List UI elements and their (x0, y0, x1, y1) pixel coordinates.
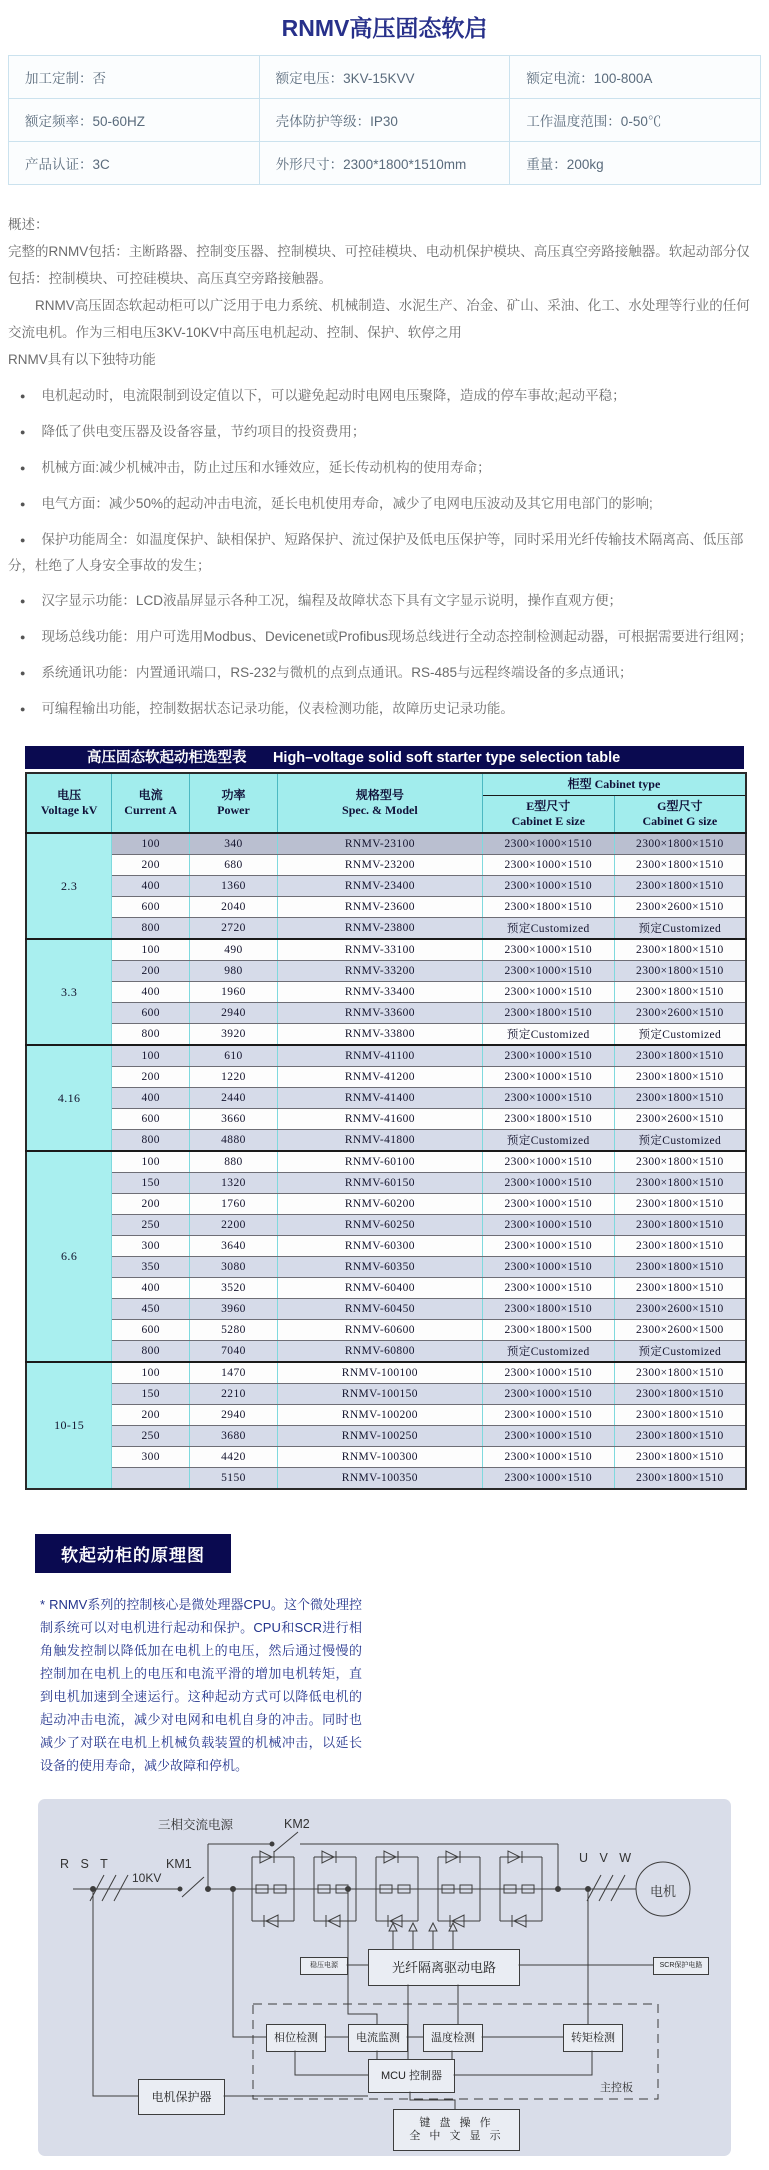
feature-item: ● 电气方面：减少50%的起动冲击电流，延长电机使用寿命，减少了电网电压波动及其它用电部门的影响; (8, 491, 761, 517)
col-header-voltage: 电压 Voltage kV (26, 773, 112, 833)
g-size-cell: 2300×2600×1510 (614, 1109, 746, 1130)
e-size-cell: 预定Customized (482, 1341, 614, 1363)
col-header-g-size: G型尺寸 Cabinet G size (614, 796, 746, 834)
bullet-icon: ● (20, 596, 26, 606)
table-row (26, 833, 746, 855)
g-size-cell: 2300×1800×1510 (614, 855, 746, 876)
e-size-cell: 2300×1000×1510 (482, 1405, 614, 1426)
current-cell: 250 (112, 1426, 190, 1447)
power-cell: 3960 (190, 1299, 278, 1320)
selection-table-title-en: High–voltage solid soft starter type selection table (272, 750, 621, 766)
power-cell: 4880 (190, 1130, 278, 1152)
table-row (26, 1320, 746, 1341)
e-size-cell: 2300×1800×1500 (482, 1320, 614, 1341)
e-size-cell: 2300×1800×1510 (482, 1109, 614, 1130)
e-size-cell: 2300×1800×1510 (482, 897, 614, 918)
current-cell: 800 (112, 918, 190, 940)
gate-arrow-icon (429, 1923, 437, 1931)
table-row (26, 1045, 746, 1067)
current-cell: 600 (112, 1003, 190, 1024)
overview-paragraph: RNMV高压固态软起动柜可以广泛用于电力系统、机械制造、水泥生产、冶金、矿山、采油、化工、水处理等行业的任何交流电机。作为三相电压3KV-10KV中高压电机起动、控制、保护、软停之用 (8, 298, 750, 340)
principle-marker: * (40, 1597, 46, 1612)
current-cell: 100 (112, 1045, 190, 1067)
g-size-cell: 2300×1800×1510 (614, 1151, 746, 1173)
g-size-cell: 2300×1800×1510 (614, 833, 746, 855)
table-row (26, 1151, 746, 1173)
current-cell: 600 (112, 1320, 190, 1341)
table-row (26, 855, 746, 876)
voltage-cell: 3.3 (26, 939, 112, 1045)
g-size-cell: 2300×1800×1510 (614, 1088, 746, 1109)
current-cell: 400 (112, 982, 190, 1003)
model-cell: RNMV-33400 (277, 982, 482, 1003)
feature-item: ● 可编程输出功能，控制数据状态记录功能，仪表检测功能，故障历史记录功能。 (8, 696, 761, 722)
power-cell: 680 (190, 855, 278, 876)
power-cell: 2210 (190, 1384, 278, 1405)
current-cell: 150 (112, 1173, 190, 1194)
bullet-icon: ● (20, 391, 26, 401)
power-cell: 1360 (190, 876, 278, 897)
power-cell: 3660 (190, 1109, 278, 1130)
table-row (26, 1194, 746, 1215)
current-cell: 300 (112, 1447, 190, 1468)
current-cell: 400 (112, 1278, 190, 1299)
model-cell: RNMV-60400 (277, 1278, 482, 1299)
table-row (26, 1067, 746, 1088)
g-size-cell: 2300×1800×1510 (614, 1236, 746, 1257)
table-row (26, 1236, 746, 1257)
voltage-label: 10KV (132, 1871, 162, 1885)
model-cell: RNMV-33200 (277, 961, 482, 982)
model-cell: RNMV-100100 (277, 1362, 482, 1384)
spec-cell: 加工定制：否 (9, 56, 260, 99)
col-header-model: 规格型号 Spec. & Model (277, 773, 482, 833)
feature-item: ● 汉字显示功能：LCD液晶屏显示各种工况，编程及故障状态下具有文字显示说明，操作直观方便； (8, 588, 761, 614)
table-row (26, 1468, 746, 1490)
bullet-icon: ● (20, 668, 26, 678)
e-size-cell: 预定Customized (482, 918, 614, 940)
temperature-detect-box: 温度检测 (423, 2024, 483, 2052)
e-size-cell: 2300×1000×1510 (482, 1215, 614, 1236)
model-cell: RNMV-41200 (277, 1067, 482, 1088)
power-cell: 980 (190, 961, 278, 982)
table-row (26, 939, 746, 961)
table-row (26, 1447, 746, 1468)
g-size-cell: 2300×1800×1510 (614, 1468, 746, 1490)
current-cell: 200 (112, 1405, 190, 1426)
col-header-e-size: E型尺寸 Cabinet E size (482, 796, 614, 834)
e-size-cell: 2300×1000×1510 (482, 876, 614, 897)
e-size-cell: 2300×1000×1510 (482, 961, 614, 982)
voltage-cell: 4.16 (26, 1045, 112, 1151)
bullet-icon: ● (20, 427, 26, 437)
motor-protector-box: 电机保护器 (138, 2079, 225, 2115)
power-cell: 4420 (190, 1447, 278, 1468)
g-size-cell: 2300×1800×1510 (614, 939, 746, 961)
power-cell: 1760 (190, 1194, 278, 1215)
model-cell: RNMV-60100 (277, 1151, 482, 1173)
km1-label: KM1 (166, 1857, 192, 1871)
e-size-cell: 2300×1000×1510 (482, 1278, 614, 1299)
e-size-cell: 2300×1000×1510 (482, 1045, 614, 1067)
g-size-cell: 2300×1800×1510 (614, 1194, 746, 1215)
g-size-cell: 2300×1800×1510 (614, 1362, 746, 1384)
psu-box: 稳压电源 (300, 1957, 348, 1975)
power-cell: 880 (190, 1151, 278, 1173)
e-size-cell: 2300×1000×1510 (482, 1426, 614, 1447)
spec-cell: 壳体防护等级：IP30 (259, 99, 510, 142)
g-size-cell: 2300×1800×1510 (614, 1257, 746, 1278)
e-size-cell: 预定Customized (482, 1130, 614, 1152)
table-row (26, 1299, 746, 1320)
voltage-cell: 6.6 (26, 1151, 112, 1362)
model-cell: RNMV-60800 (277, 1341, 482, 1363)
three-phase-source-label: 三相交流电源 (158, 1818, 234, 1832)
power-cell: 2940 (190, 1003, 278, 1024)
current-cell: 400 (112, 876, 190, 897)
power-cell: 340 (190, 833, 278, 855)
power-cell: 2040 (190, 897, 278, 918)
current-cell: 100 (112, 1151, 190, 1173)
feature-item: ● 现场总线功能：用户可选用Modbus、Devicenet或Profibus现场总线进行全动态控制检测起动器，可根据需要进行组网； (8, 624, 761, 650)
power-cell: 1220 (190, 1067, 278, 1088)
power-cell: 490 (190, 939, 278, 961)
principle-heading: 软起动柜的原理图 (35, 1534, 231, 1573)
power-cell: 3080 (190, 1257, 278, 1278)
col-header-current: 电流 Current A (112, 773, 190, 833)
features-intro: RNMV具有以下独特功能 (8, 352, 156, 367)
g-size-cell: 2300×1800×1510 (614, 1405, 746, 1426)
current-cell: 800 (112, 1024, 190, 1046)
e-size-cell: 2300×1000×1510 (482, 1173, 614, 1194)
fiber-drive-box: 光纤隔离驱动电路 (368, 1949, 520, 1986)
g-size-cell: 预定Customized (614, 1024, 746, 1046)
e-size-cell: 2300×1000×1510 (482, 1362, 614, 1384)
model-cell: RNMV-23400 (277, 876, 482, 897)
spec-cell: 额定电压：3KV-15KVV (259, 56, 510, 99)
power-cell: 2940 (190, 1405, 278, 1426)
page-title: RNMV高压固态软启 (281, 15, 488, 41)
model-cell: RNMV-41600 (277, 1109, 482, 1130)
g-size-cell: 预定Customized (614, 918, 746, 940)
table-row (26, 1109, 746, 1130)
current-cell: 450 (112, 1299, 190, 1320)
g-size-cell: 2300×1800×1510 (614, 1447, 746, 1468)
power-cell: 610 (190, 1045, 278, 1067)
e-size-cell: 2300×1800×1510 (482, 1003, 614, 1024)
power-cell: 1470 (190, 1362, 278, 1384)
g-size-cell: 2300×1800×1510 (614, 961, 746, 982)
g-size-cell: 2300×1800×1510 (614, 1384, 746, 1405)
current-cell (112, 1468, 190, 1490)
e-size-cell: 2300×1000×1510 (482, 855, 614, 876)
table-row (26, 1405, 746, 1426)
table-row (26, 1384, 746, 1405)
model-cell: RNMV-23100 (277, 833, 482, 855)
e-size-cell: 预定Customized (482, 1024, 614, 1046)
e-size-cell: 2300×1000×1510 (482, 982, 614, 1003)
spec-table (8, 55, 761, 185)
selection-table (25, 772, 747, 1490)
bullet-icon: ● (20, 535, 26, 545)
model-cell: RNMV-60450 (277, 1299, 482, 1320)
current-cell: 400 (112, 1088, 190, 1109)
torque-detect-box: 转矩检测 (563, 2024, 623, 2052)
g-size-cell: 2300×2600×1510 (614, 1299, 746, 1320)
current-cell: 600 (112, 1109, 190, 1130)
spec-cell: 产品认证：3C (9, 142, 260, 185)
km2-label: KM2 (284, 1817, 310, 1831)
g-size-cell: 2300×1800×1510 (614, 1215, 746, 1236)
selection-table-title-zh: 高压固态软起动柜选型表 (87, 750, 247, 766)
feature-item: ● 保护功能周全：如温度保护、缺相保护、短路保护、流过保护及低电压保护等，同时采用光纤传输技术隔离高、低压部分，杜绝了人身安全事故的发生； (8, 527, 761, 578)
g-size-cell: 2300×1800×1510 (614, 1045, 746, 1067)
table-row (26, 1426, 746, 1447)
g-size-cell: 预定Customized (614, 1341, 746, 1363)
e-size-cell: 2300×1000×1510 (482, 1088, 614, 1109)
table-row (26, 918, 746, 940)
current-cell: 800 (112, 1341, 190, 1363)
e-size-cell: 2300×1000×1510 (482, 1257, 614, 1278)
circuit-diagram (38, 1799, 731, 2156)
e-size-cell: 2300×1000×1510 (482, 1384, 614, 1405)
current-monitor-box: 电流监测 (348, 2024, 408, 2052)
bullet-icon: ● (20, 632, 26, 642)
feature-item: ● 电机起动时，电流限制到设定值以下，可以避免起动时电网电压聚降，造成的停车事故;起动平稳； (8, 383, 761, 409)
model-cell: RNMV-100250 (277, 1426, 482, 1447)
power-cell: 2440 (190, 1088, 278, 1109)
table-row (26, 1088, 746, 1109)
g-size-cell: 2300×1800×1510 (614, 982, 746, 1003)
col-header-cabinet: 柜型 Cabinet type (482, 773, 746, 796)
power-cell: 7040 (190, 1341, 278, 1363)
model-cell: RNMV-100150 (277, 1384, 482, 1405)
spec-row (9, 99, 761, 142)
table-row (26, 1257, 746, 1278)
e-size-cell: 2300×1000×1510 (482, 1151, 614, 1173)
bullet-icon: ● (20, 704, 26, 714)
keypad-box: 键 盘 操 作 全 中 文 显 示 (393, 2109, 520, 2151)
current-cell: 350 (112, 1257, 190, 1278)
model-cell: RNMV-60200 (277, 1194, 482, 1215)
main-board-label: 主控板 (600, 2082, 633, 2094)
table-row (26, 1362, 746, 1384)
power-cell: 3920 (190, 1024, 278, 1046)
e-size-cell: 2300×1000×1510 (482, 833, 614, 855)
power-cell: 1960 (190, 982, 278, 1003)
model-cell: RNMV-60300 (277, 1236, 482, 1257)
model-cell: RNMV-41800 (277, 1130, 482, 1152)
e-size-cell: 2300×1000×1510 (482, 1236, 614, 1257)
scr-protect-box: SCR保护电路 (653, 1957, 709, 1975)
g-size-cell: 2300×1800×1510 (614, 1278, 746, 1299)
e-size-cell: 2300×1000×1510 (482, 1447, 614, 1468)
g-size-cell: 2300×2600×1510 (614, 897, 746, 918)
mcu-controller-box: MCU 控制器 (368, 2059, 455, 2093)
overview-heading: 概述： (8, 217, 49, 232)
g-size-cell: 2300×1800×1510 (614, 1426, 746, 1447)
current-cell: 300 (112, 1236, 190, 1257)
spec-row (9, 142, 761, 185)
current-cell: 250 (112, 1215, 190, 1236)
table-row (26, 897, 746, 918)
model-cell: RNMV-23200 (277, 855, 482, 876)
model-cell: RNMV-23800 (277, 918, 482, 940)
e-size-cell: 2300×1800×1510 (482, 1299, 614, 1320)
e-size-cell: 2300×1000×1510 (482, 939, 614, 961)
feature-item: ● 降低了供电变压器及设备容量，节约项目的投资费用； (8, 419, 761, 445)
power-cell: 5150 (190, 1468, 278, 1490)
e-size-cell: 2300×1000×1510 (482, 1194, 614, 1215)
power-cell: 1320 (190, 1173, 278, 1194)
power-cell: 2720 (190, 918, 278, 940)
model-cell: RNMV-33800 (277, 1024, 482, 1046)
current-cell: 100 (112, 939, 190, 961)
power-cell: 2200 (190, 1215, 278, 1236)
table-row (26, 1278, 746, 1299)
g-size-cell: 2300×1800×1510 (614, 876, 746, 897)
power-cell: 3520 (190, 1278, 278, 1299)
table-row (26, 1024, 746, 1046)
g-size-cell: 2300×2600×1510 (614, 1003, 746, 1024)
spec-cell: 重量：200kg (510, 142, 761, 185)
current-cell: 100 (112, 833, 190, 855)
g-size-cell: 2300×1800×1510 (614, 1067, 746, 1088)
model-cell: RNMV-60350 (277, 1257, 482, 1278)
model-cell: RNMV-23600 (277, 897, 482, 918)
model-cell: RNMV-41100 (277, 1045, 482, 1067)
feature-item: ● 机械方面:减少机械冲击，防止过压和水锤效应，延长传动机构的使用寿命； (8, 455, 761, 481)
model-cell: RNMV-60600 (277, 1320, 482, 1341)
overview-section (8, 211, 761, 722)
col-header-power: 功率 Power (190, 773, 278, 833)
model-cell: RNMV-33100 (277, 939, 482, 961)
current-cell: 200 (112, 961, 190, 982)
model-cell: RNMV-33600 (277, 1003, 482, 1024)
table-row (26, 1215, 746, 1236)
table-row (26, 876, 746, 897)
feature-list (8, 383, 761, 722)
power-cell: 3640 (190, 1236, 278, 1257)
motor-label: 电机 (649, 1884, 676, 1899)
overview-paragraph: 完整的RNMV包括：主断路器、控制变压器、控制模块、可控硅模块、电动机保护模块、高压真空旁路接触器。软起动部分仅包括：控制模块、可控硅模块、高压真空旁路接触器。 (8, 244, 750, 286)
principle-text: * RNMV系列的控制核心是微处理器CPU。这个微处理控制系统可以对电机进行起动和保护。CPU和SCR进行相角触发控制以降低加在电机上的电压，然后通过慢慢的控制加在电机上的电压和电流平滑的增加电机转矩，直到电机加速到全速运行。这种起动方式可以降低电机的起动冲击电流，减少对电网和电机自身的冲击。同时也减少了对联在电机上机械负载装置的机械冲击，以延长设备的使用寿命，减少故障和停机。 (40, 1597, 362, 1773)
spec-cell: 工作温度范围：0-50℃ (510, 99, 761, 142)
current-cell: 100 (112, 1362, 190, 1384)
current-cell: 600 (112, 897, 190, 918)
selection-table-title (25, 746, 744, 769)
g-size-cell: 2300×2600×1500 (614, 1320, 746, 1341)
table-row (26, 1003, 746, 1024)
current-cell: 800 (112, 1130, 190, 1152)
model-cell: RNMV-100300 (277, 1447, 482, 1468)
table-row (26, 982, 746, 1003)
current-cell: 150 (112, 1384, 190, 1405)
voltage-cell: 10-15 (26, 1362, 112, 1489)
power-cell: 3680 (190, 1426, 278, 1447)
table-row (26, 1130, 746, 1152)
spec-cell: 额定电流：100-800A (510, 56, 761, 99)
e-size-cell: 2300×1000×1510 (482, 1468, 614, 1490)
spec-row (9, 56, 761, 99)
spec-cell: 外形尺寸：2300*1800*1510mm (259, 142, 510, 185)
voltage-cell: 2.3 (26, 833, 112, 939)
g-size-cell: 预定Customized (614, 1130, 746, 1152)
g-size-cell: 2300×1800×1510 (614, 1173, 746, 1194)
table-row (26, 1173, 746, 1194)
power-cell: 5280 (190, 1320, 278, 1341)
feature-item: ● 系统通讯功能：内置通讯端口，RS-232与微机的点到点通讯。RS-485与远程终端设备的多点通讯； (8, 660, 761, 686)
table-row (26, 1341, 746, 1363)
current-cell: 200 (112, 855, 190, 876)
e-size-cell: 2300×1000×1510 (482, 1067, 614, 1088)
spec-cell: 额定频率：50-60HZ (9, 99, 260, 142)
current-cell: 200 (112, 1194, 190, 1215)
gate-arrow-icon (409, 1923, 417, 1931)
table-row (26, 961, 746, 982)
uvw-label: U V W (579, 1851, 636, 1865)
model-cell: RNMV-60250 (277, 1215, 482, 1236)
model-cell: RNMV-60150 (277, 1173, 482, 1194)
current-cell: 200 (112, 1067, 190, 1088)
bullet-icon: ● (20, 499, 26, 509)
model-cell: RNMV-100350 (277, 1468, 482, 1490)
rst-label: R S T (60, 1857, 112, 1871)
model-cell: RNMV-41400 (277, 1088, 482, 1109)
model-cell: RNMV-100200 (277, 1405, 482, 1426)
phase-detect-box: 相位检测 (266, 2024, 326, 2052)
bullet-icon: ● (20, 463, 26, 473)
